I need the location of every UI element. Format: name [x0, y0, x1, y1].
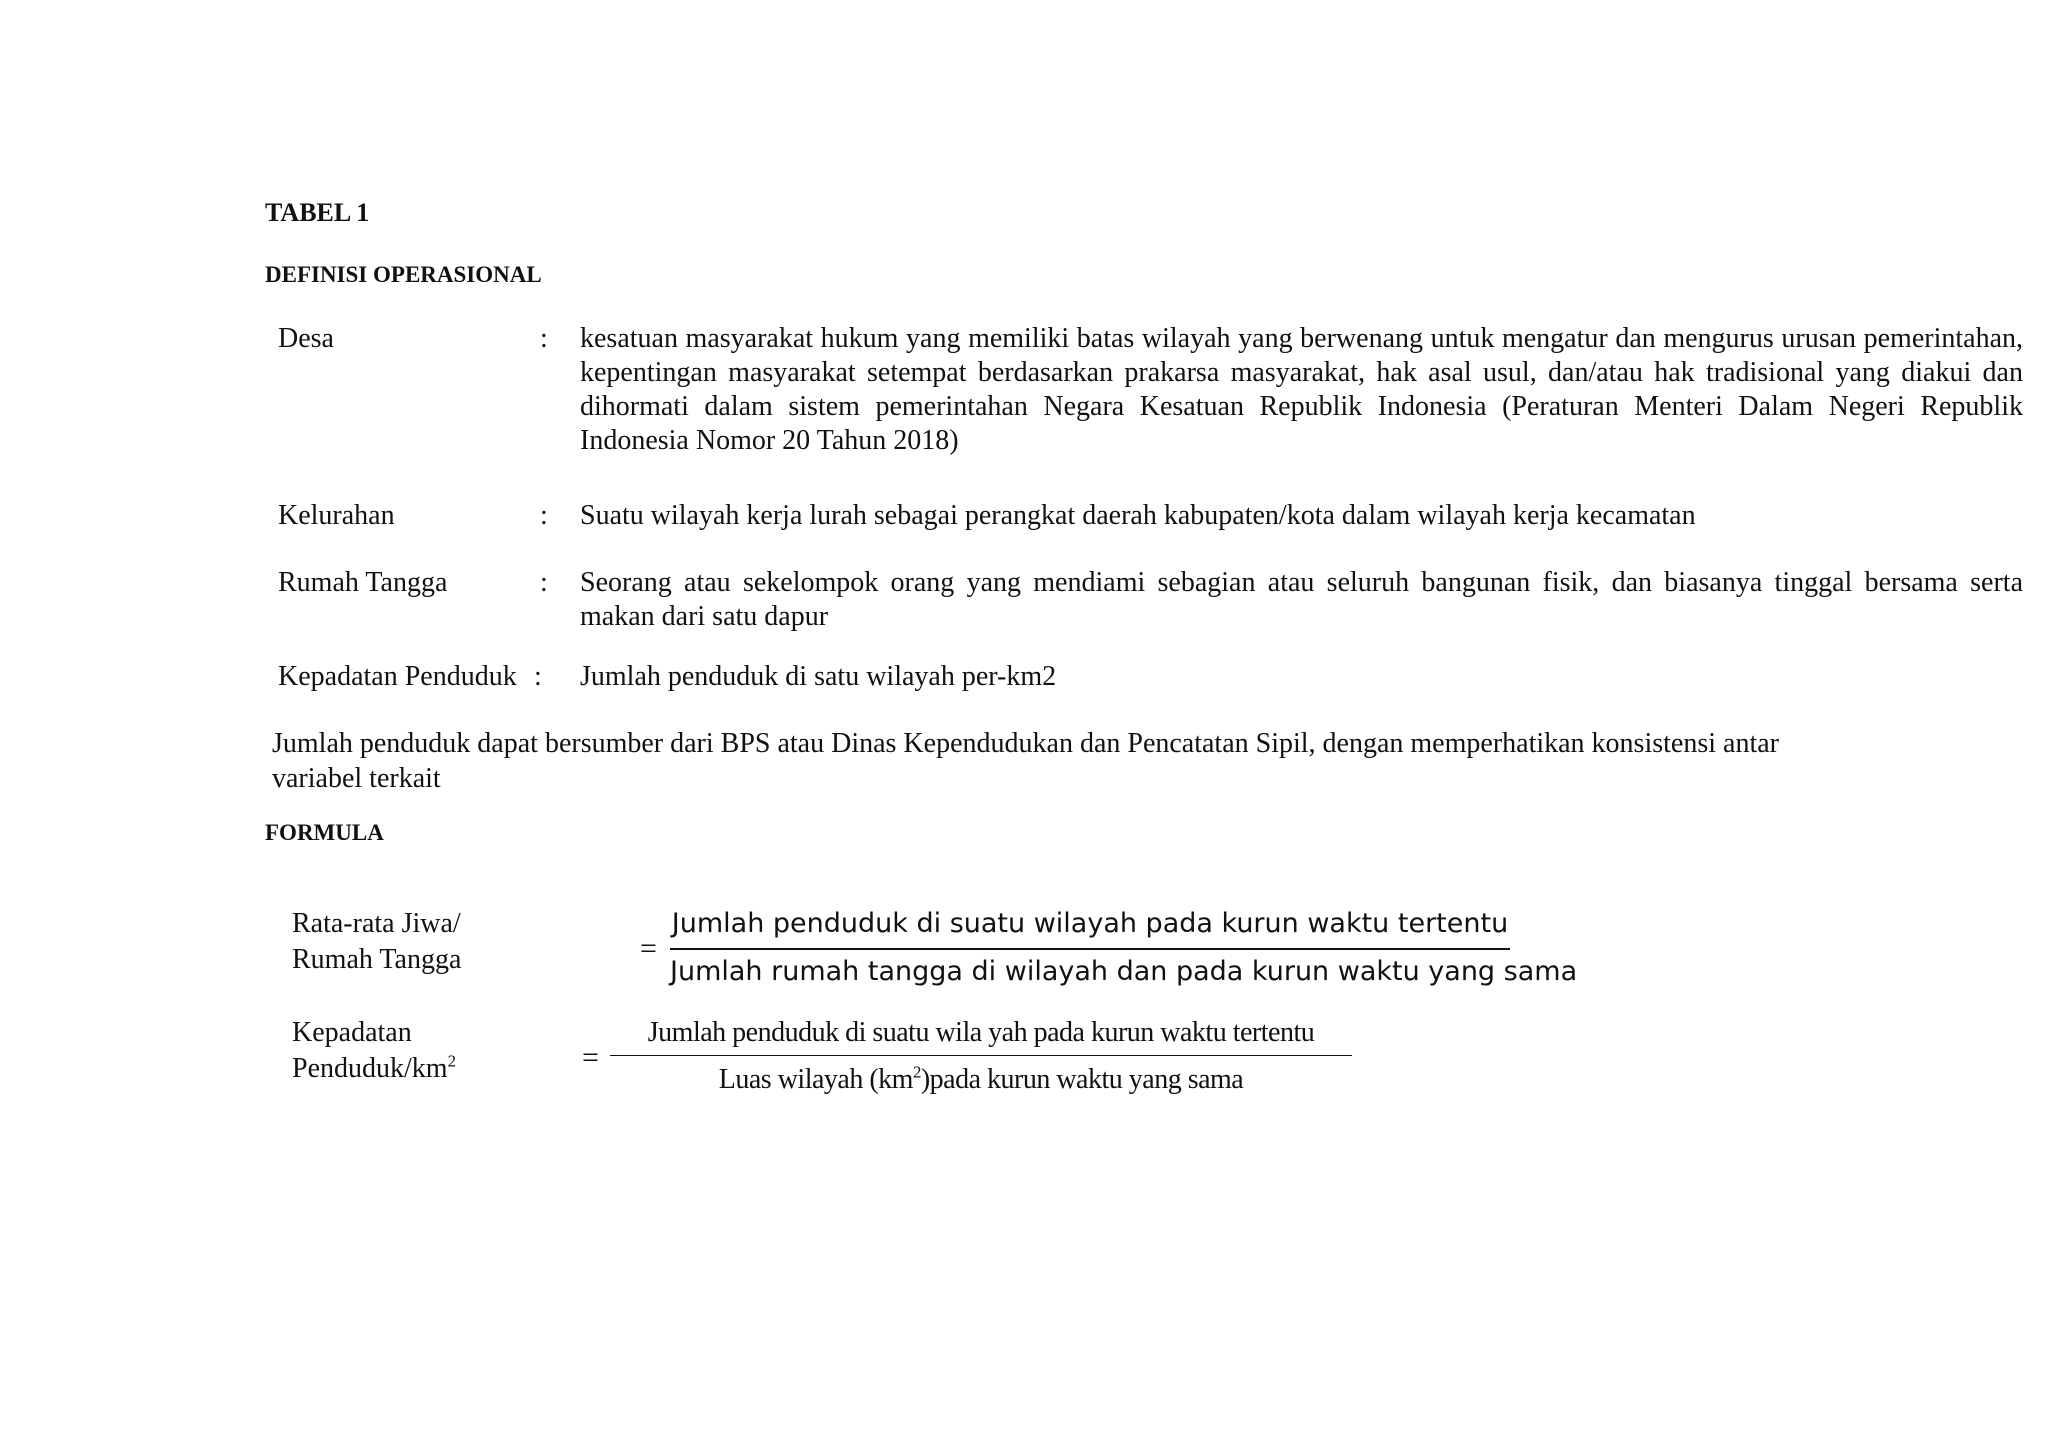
- definition-term: Kelurahan: [278, 500, 395, 531]
- fraction-numerator: Jumlah penduduk di suatu wilayah pada kurun waktu tertentu: [671, 908, 1509, 939]
- definition-text: kesatuan masyarakat hukum yang memiliki batas wilayah yang berwenang untuk mengatur dan mengurus urusan pemerintahan, kepentingan masyarakat setempat berdasarkan prakarsa masyarakat, hak asal usul, dan/atau hak tradisional yang diakui dan dihormati dalam sistem pemerintahan Negara Kesatuan Republik Indonesia (Peraturan Menteri Dalam Negeri Republik Indonesia Nomor 20 Tahun 2018): [580, 323, 2023, 456]
- superscript: 2: [912, 1062, 921, 1082]
- section-heading-definitions: DEFINISI OPERASIONAL: [265, 262, 542, 287]
- definition-colon: :: [534, 661, 542, 692]
- denominator-suffix: )pada kurun waktu yang sama: [920, 1064, 1244, 1095]
- definition-term: Rumah Tangga: [278, 567, 448, 598]
- definition-term: Desa: [278, 323, 334, 354]
- fraction-denominator: [610, 1062, 1352, 1098]
- fraction-numerator: Jumlah penduduk di suatu wila yah pada kurun waktu tertentu: [647, 1017, 1315, 1048]
- definition-text: Suatu wilayah kerja lurah sebagai perangkat daerah kabupaten/kota dalam wilayah kerja kecamatan: [580, 500, 1696, 531]
- source-note: Jumlah penduduk dapat bersumber dari BPS atau Dinas Kependudukan dan Pencatatan Sipil, dengan memperhatikan konsistensi antar variabel terkait: [272, 728, 1779, 794]
- equals-sign: =: [640, 932, 657, 965]
- section-heading-formula: FORMULA: [265, 820, 384, 845]
- fraction-bar: [610, 1055, 1352, 1056]
- fraction-denominator: Jumlah rumah tangga di wilayah dan pada kurun waktu yang sama: [670, 956, 1578, 987]
- definition-colon: :: [540, 567, 548, 598]
- definition-term: Kepadatan Penduduk: [278, 661, 517, 692]
- fraction-bar: [670, 948, 1510, 950]
- formula-label-line: Rata-rata Jiwa/: [292, 908, 461, 939]
- fraction: [610, 1015, 1352, 1098]
- denominator-prefix: Luas wilayah (km: [718, 1064, 913, 1095]
- equals-sign: =: [582, 1041, 599, 1074]
- definition-text: Seorang atau sekelompok orang yang mendiami sebagian atau seluruh bangunan fisik, dan biasanya tinggal bersama serta makan dari satu dapur: [580, 567, 2023, 632]
- formula-label-line: Kepadatan: [292, 1017, 412, 1048]
- formula-label: [292, 906, 461, 978]
- definition-text: Jumlah penduduk di satu wilayah per-km2: [580, 661, 1057, 692]
- superscript: 2: [447, 1051, 456, 1071]
- formula-label: [292, 1015, 456, 1087]
- definition-colon: :: [540, 323, 548, 354]
- formula-label-line: Rumah Tangga: [292, 944, 462, 975]
- formula-label-line: Penduduk/km: [292, 1053, 448, 1084]
- definition-colon: :: [540, 500, 548, 531]
- fraction: [670, 906, 1578, 990]
- table-title: TABEL 1: [265, 198, 370, 227]
